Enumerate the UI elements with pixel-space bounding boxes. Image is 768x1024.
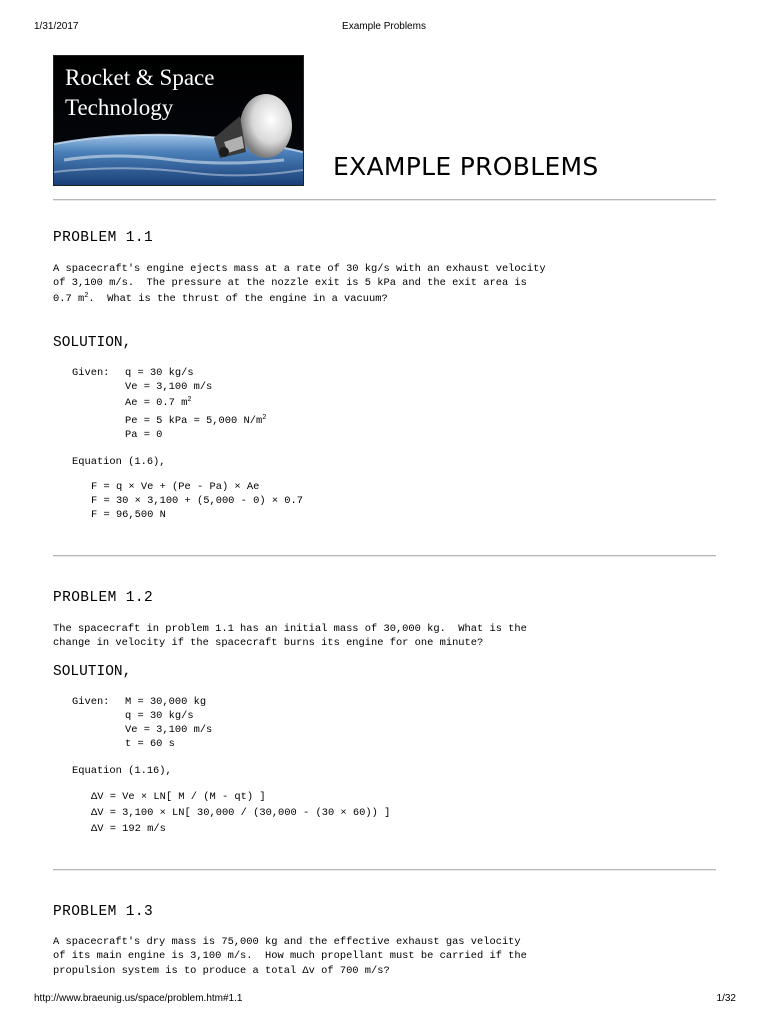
problem-text-line: A spacecraft's engine ejects mass at a rate of 30 kg/s with an exhaust velocity bbox=[53, 263, 546, 275]
equation-line: ΔV = Ve × LN[ M / (M - qt) ] bbox=[91, 791, 266, 803]
problem-text-line: A spacecraft's dry mass is 75,000 kg and the effective exhaust gas velocity bbox=[53, 936, 521, 948]
problem-text-line: The spacecraft in problem 1.1 has an initial mass of 30,000 kg. What is the bbox=[53, 623, 527, 635]
given-value: q = 30 kg/s bbox=[125, 367, 194, 379]
given-value: Ve = 3,100 m/s bbox=[125, 724, 213, 736]
page-heading: EXAMPLE PROBLEMS bbox=[333, 152, 599, 181]
site-banner-logo[interactable] bbox=[53, 55, 304, 186]
equation-label: Equation (1.6), bbox=[72, 456, 166, 468]
given-value: Ve = 3,100 m/s bbox=[125, 381, 213, 393]
given-value: Pa = 0 bbox=[125, 429, 163, 441]
divider bbox=[53, 199, 716, 201]
banner-title-line2: Technology bbox=[65, 95, 174, 120]
print-url: http://www.braeunig.us/space/problem.htm#1.1 bbox=[34, 993, 243, 1004]
problem-text-line: change in velocity if the spacecraft burns its engine for one minute? bbox=[53, 637, 484, 649]
problem-1-3-title: PROBLEM 1.3 bbox=[53, 904, 154, 920]
divider bbox=[53, 555, 716, 557]
solution-heading: SOLUTION, bbox=[53, 664, 132, 680]
problem-text-line: propulsion system is to produce a total Δv of 700 m/s? bbox=[53, 965, 390, 977]
equation-line: F = q × Ve + (Pe - Pa) × Ae bbox=[91, 481, 260, 493]
print-page-title: Example Problems bbox=[342, 21, 426, 32]
given-value: q = 30 kg/s bbox=[125, 710, 194, 722]
divider bbox=[53, 869, 716, 871]
problem-text-line: of 3,100 m/s. The pressure at the nozzle exit is 5 kPa and the exit area is bbox=[53, 277, 527, 289]
given-label: Given: bbox=[72, 367, 110, 379]
given-value: Ae = 0.7 $m^2$ bbox=[125, 396, 192, 409]
equation-line: ΔV = 3,100 × LN[ 30,000 / (30,000 - (30 × 60)) ] bbox=[91, 807, 391, 819]
equation-label: Equation (1.16), bbox=[72, 765, 172, 777]
problem-text-line: of its main engine is 3,100 m/s. How much propellant must be carried if the bbox=[53, 950, 527, 962]
page-number: 1/32 bbox=[716, 993, 736, 1004]
print-date: 1/31/2017 bbox=[34, 21, 79, 32]
given-value: t = 60 s bbox=[125, 738, 175, 750]
problem-1-2-title: PROBLEM 1.2 bbox=[53, 590, 154, 606]
banner-title-line1: Rocket & Space bbox=[65, 65, 215, 90]
problem-text-line: 0.7 $m^2$. What is the thrust of the engine in a vacuum? bbox=[53, 292, 388, 305]
solution-heading: SOLUTION, bbox=[53, 335, 132, 351]
equation-line: ΔV = 192 m/s bbox=[91, 823, 166, 835]
equation-line: F = 30 × 3,100 + (5,000 - 0) × 0.7 bbox=[91, 495, 304, 507]
equation-line: F = 96,500 N bbox=[91, 509, 166, 521]
problem-1-1-title: PROBLEM 1.1 bbox=[53, 230, 154, 246]
given-value: M = 30,000 kg bbox=[125, 696, 207, 708]
given-value: Pe = 5 kPa = 5,000 $N/m^2$ bbox=[125, 414, 267, 427]
given-label: Given: bbox=[72, 696, 110, 708]
